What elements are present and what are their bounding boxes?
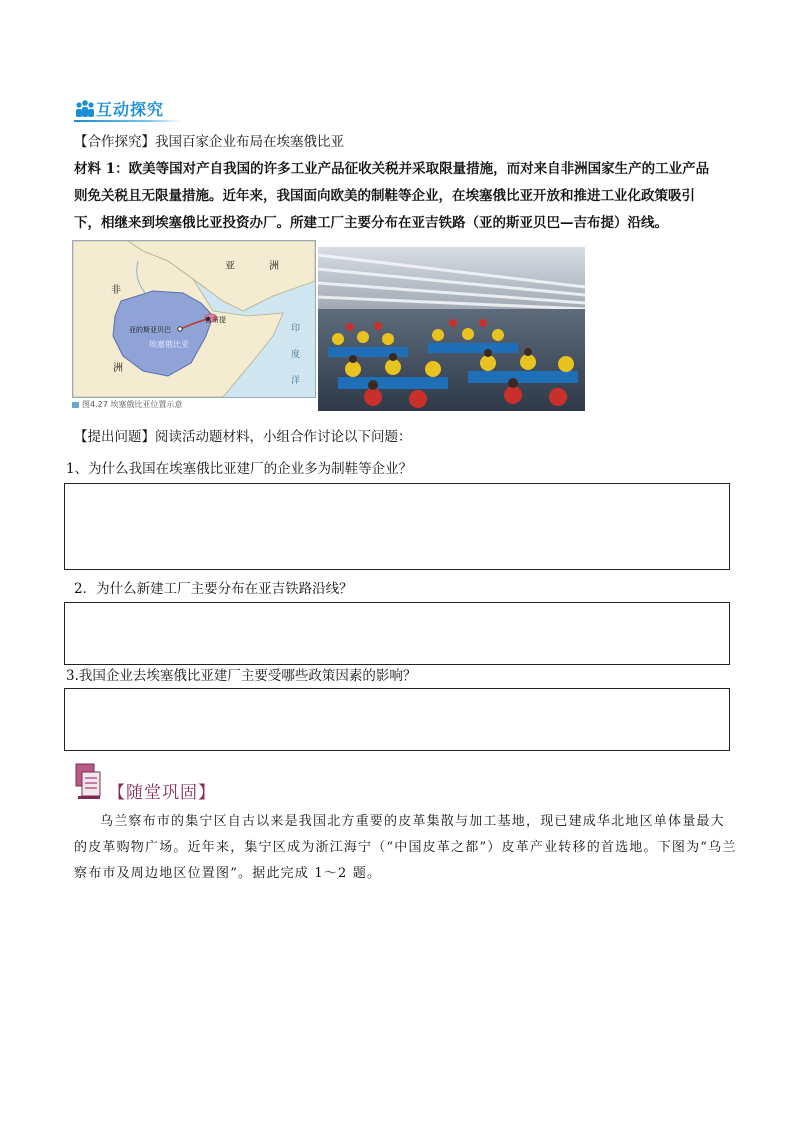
factory-photo [318, 247, 585, 411]
ethiopia-location-map [72, 240, 316, 398]
map-label-du: 度 [291, 350, 301, 360]
map-label-yang: 洋 [291, 376, 301, 386]
map-label-zhou-left: 洲 [113, 363, 123, 374]
passage-line-2: 的皮革购物广场。近年来，集宁区成为浙江海宁（“中国皮革之都”）皮革产业转移的首选地。下图为“乌兰 [74, 840, 737, 855]
factory-photo-graphic [318, 247, 585, 411]
answer-box-3[interactable] [64, 688, 730, 751]
caption-marker-icon [72, 402, 79, 408]
question-1: 1、为什么我国在埃塞俄比亚建厂的企业多为制鞋等企业？ [66, 461, 413, 477]
map-label-ethiopia: 埃塞俄比亚 [149, 340, 189, 349]
group-discussion-icon [74, 99, 96, 119]
consolidation-icon [74, 762, 104, 800]
section-title-consolidation: 【随堂巩固】 [108, 783, 216, 803]
material-line-2: 则免关税且无限量措施。近年来，我国面向欧美的制鞋等企业，在埃塞俄比亚开放和推进工业化政策吸引 [74, 188, 695, 204]
map-label-addis-ababa: 亚的斯亚贝巴 [129, 326, 171, 334]
cooperative-inquiry-line: 【合作探究】我国百家企业布局在埃塞俄比亚 [74, 134, 344, 150]
title-underline [74, 120, 182, 122]
question-intro: 【提出问题】阅读活动题材料，小组合作讨论以下问题： [74, 429, 412, 445]
map-label-djibouti: 吉布提 [205, 316, 226, 324]
map-caption-text: 图4.27 埃塞俄比亚位置示意 [82, 400, 183, 409]
section-title: 互动探究 [96, 100, 165, 119]
passage-line-3: 察布市及周边地区位置图”。据此完成 1～2 题。 [74, 866, 382, 881]
answer-box-2[interactable] [64, 602, 730, 665]
map-label-fei: 非 [111, 285, 121, 296]
question-2: 2．为什么新建工厂主要分布在亚吉铁路沿线？ [74, 581, 353, 597]
answer-box-1[interactable] [64, 483, 730, 570]
material-line-1: 材料 1：欧美等国对产自我国的许多工业产品征收关税并采取限量措施，而对来自非洲国家生产的工业产品 [74, 161, 710, 177]
question-3: 3.我国企业去埃塞俄比亚建厂主要受哪些政策因素的影响？ [66, 668, 417, 684]
material-line-3: 下，相继来到埃塞俄比亚投资办厂。所建工厂主要分布在亚吉铁路（亚的斯亚贝巴—吉布提）沿线。 [74, 215, 668, 231]
map-caption [72, 399, 182, 410]
map-label-asia: 亚 [225, 261, 235, 272]
map-label-yin: 印 [291, 324, 301, 334]
map-label-zhou-top: 洲 [269, 261, 279, 272]
passage-line-1: 乌兰察布市的集宁区自古以来是我国北方重要的皮革集散与加工基地，现已建成华北地区单体量最大 [100, 814, 725, 829]
